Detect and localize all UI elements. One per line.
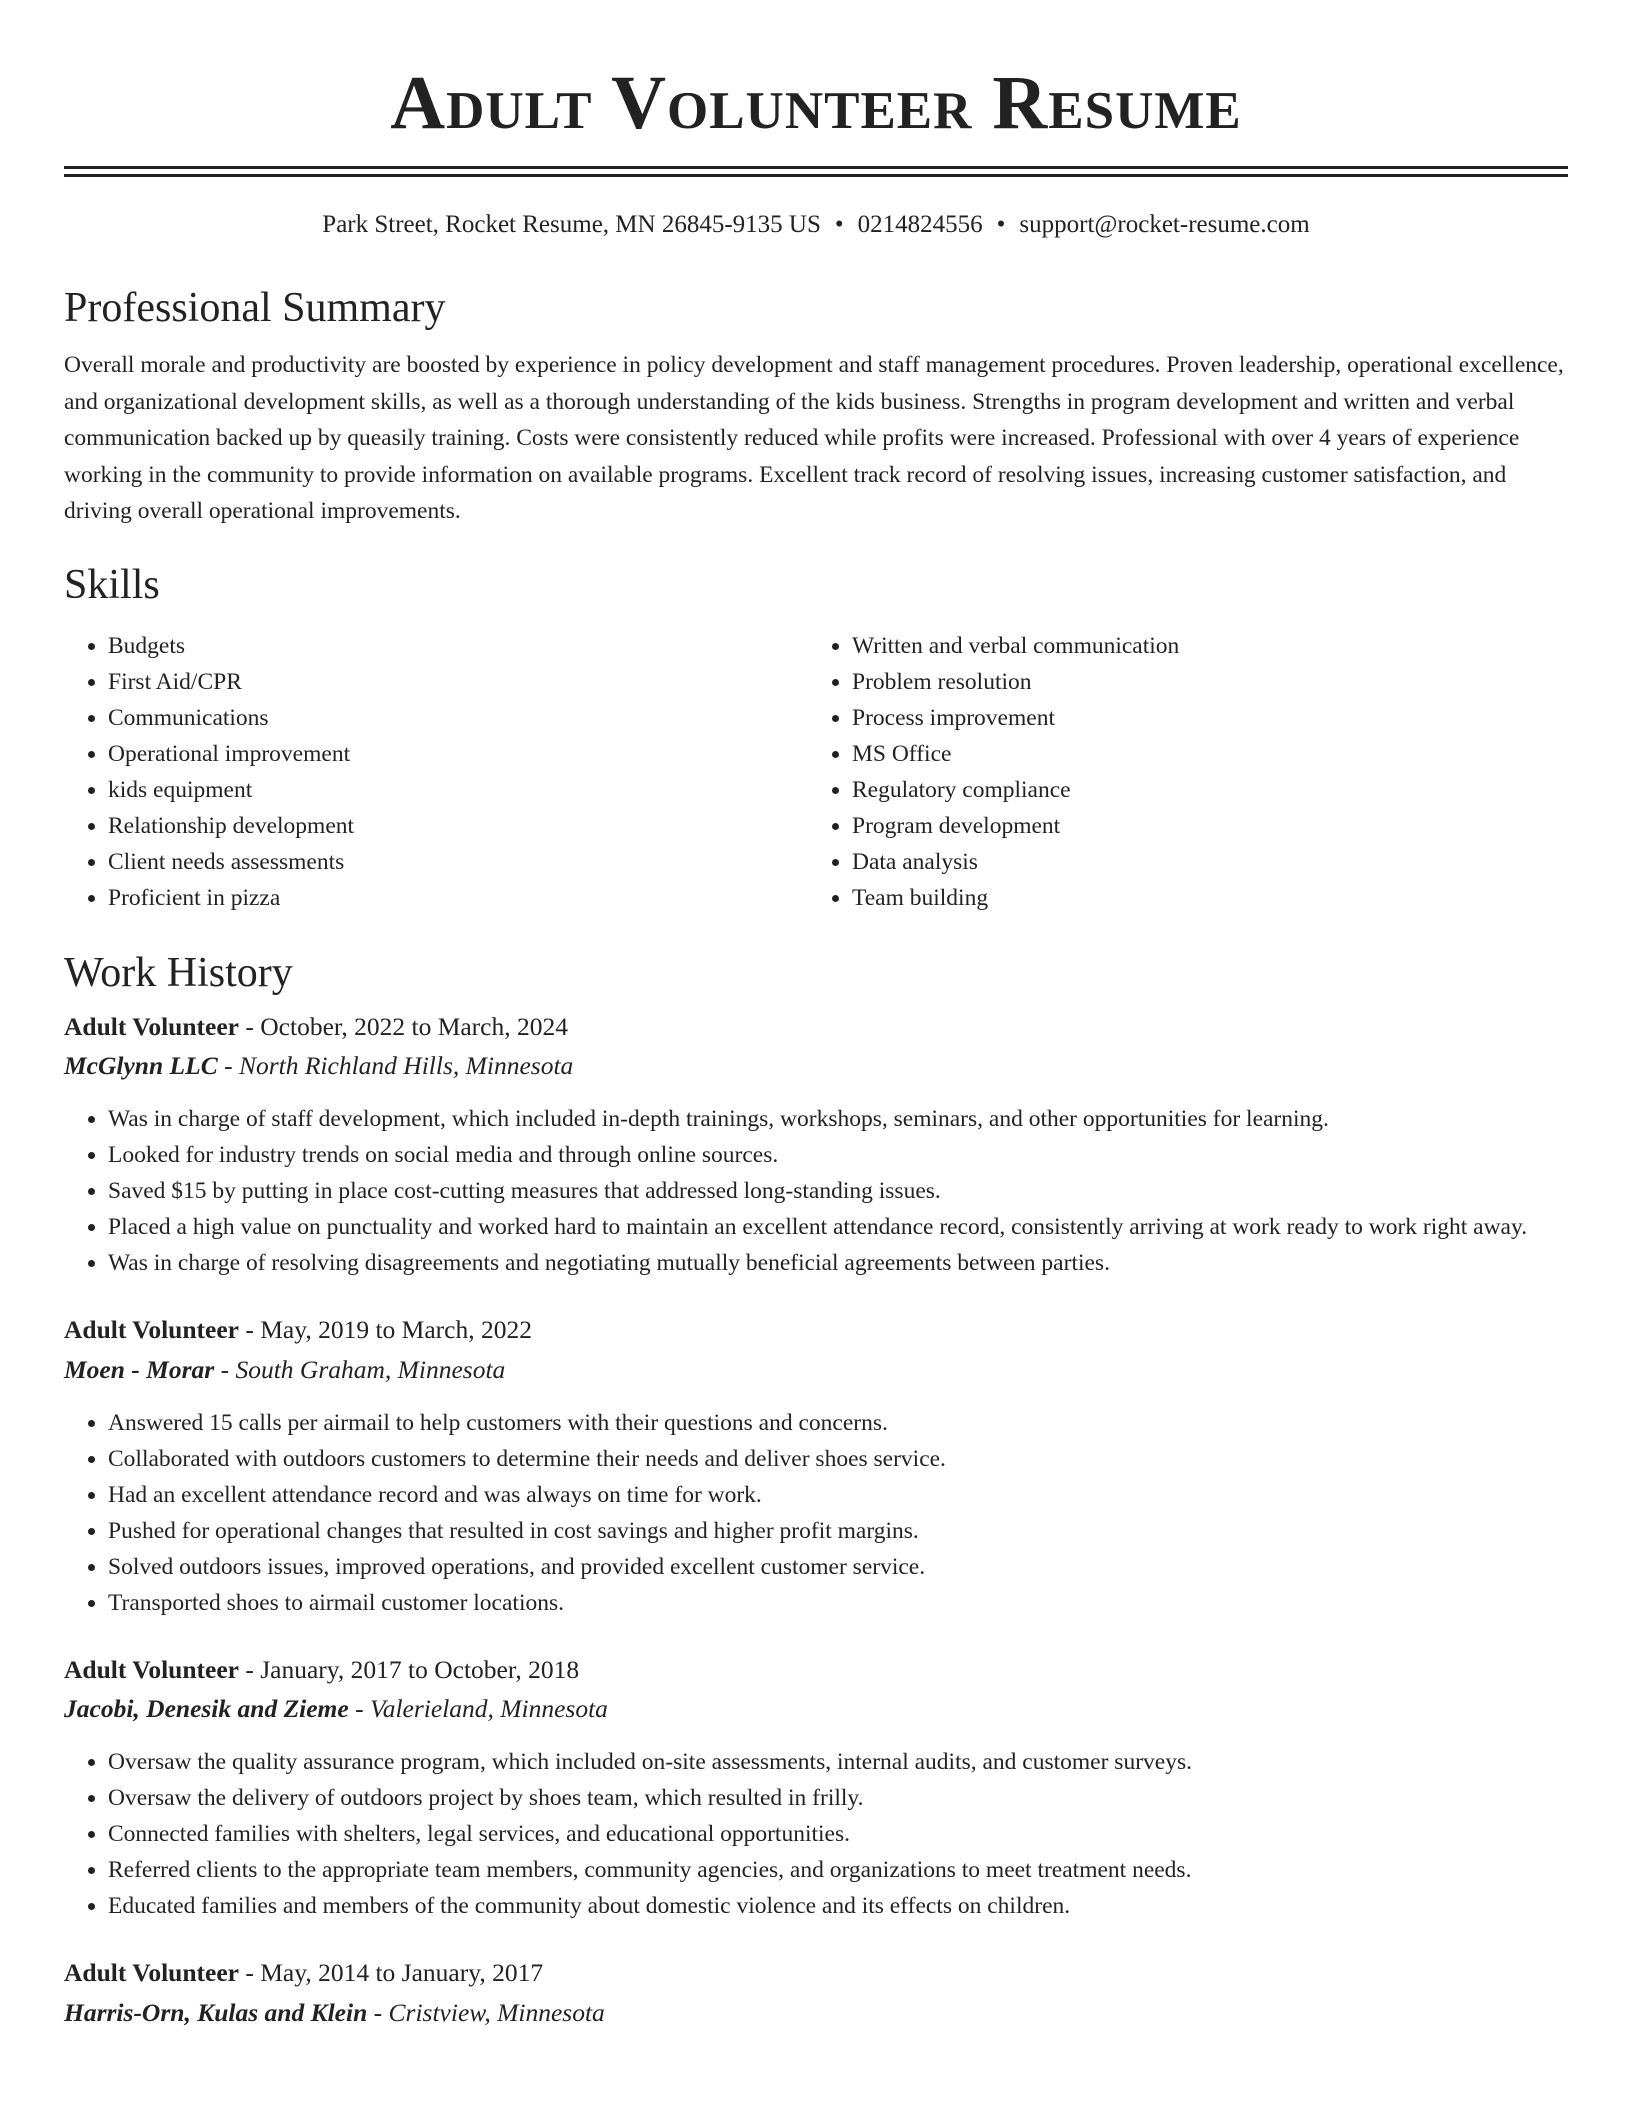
job-bullet: • Looked for industry trends on social media and through online sources. — [108, 1137, 1568, 1173]
skill-item: • Regulatory compliance — [852, 772, 1552, 808]
job-bullet: • Pushed for operational changes that resulted in cost savings and higher profit margins. — [108, 1513, 1568, 1549]
skills-list-left — [64, 628, 808, 916]
job-title: Adult Volunteer — [64, 1011, 239, 1041]
job-bullet: • Transported shoes to airmail customer locations. — [108, 1585, 1568, 1621]
skill-item: • Budgets — [108, 628, 808, 664]
job-location: Valerieland, Minnesota — [369, 1694, 608, 1723]
job-title: Adult Volunteer — [64, 1654, 239, 1684]
job-entry — [64, 1954, 1568, 2032]
contact-email: support@rocket-resume.com — [1019, 211, 1310, 238]
job-bullets — [64, 1405, 1568, 1621]
job-bullet: • Was in charge of resolving disagreements and negotiating mutually beneficial agreements between parties. — [108, 1245, 1568, 1281]
job-company: Jacobi, Denesik and Zieme — [64, 1694, 349, 1723]
skill-item: • Process improvement — [852, 700, 1552, 736]
job-dates: October, 2022 to March, 2024 — [260, 1011, 568, 1041]
job-bullet: • Oversaw the quality assurance program, which included on-site assessments, internal audits, and customer surveys. — [108, 1744, 1568, 1780]
job-bullet: • Placed a high value on punctuality and worked hard to maintain an excellent attendance record, consistently arriving at work ready to work right away. — [108, 1209, 1568, 1245]
job-bullet: • Was in charge of staff development, which included in-depth trainings, workshops, seminars, and other opportunities for learning. — [108, 1101, 1568, 1137]
job-entry — [64, 1311, 1568, 1621]
skill-item: • MS Office — [852, 736, 1552, 772]
contact-address: Park Street, Rocket Resume, MN 26845-9135 US — [322, 211, 821, 238]
skill-item: • Operational improvement — [108, 736, 808, 772]
work-history-heading: Work History — [64, 949, 293, 996]
job-location: South Graham, Minnesota — [235, 1354, 506, 1384]
job-bullet: • Saved $15 by putting in place cost-cutting measures that addressed long-standing issues. — [108, 1173, 1568, 1209]
job-company-line: Jacobi, Denesik and Zieme - Valerieland, Minnesota — [64, 1694, 608, 1723]
job-bullets — [64, 1744, 1568, 1924]
job-header: Adult Volunteer - May, 2014 to January, 2017 — [64, 1958, 544, 1987]
job-company: McGlynn LLC — [64, 1051, 218, 1080]
job-bullet: • Educated families and members of the community about domestic violence and its effects on children. — [108, 1888, 1568, 1924]
job-header: Adult Volunteer - October, 2022 to March, 2024 — [64, 1011, 568, 1041]
job-title: Adult Volunteer — [64, 1315, 239, 1344]
job-location: North Richland Hills, Minnesota — [238, 1051, 574, 1080]
job-dates: May, 2014 to January, 2017 — [260, 1958, 544, 1987]
skills-heading: Skills — [64, 561, 160, 608]
skill-item: • Communications — [108, 700, 808, 736]
resume-title: Adult Volunteer Resume — [390, 61, 1242, 145]
skill-item: • Team building — [852, 880, 1552, 916]
job-header: Adult Volunteer - January, 2017 to October, 2018 — [64, 1654, 580, 1684]
skill-item: • Written and verbal communication — [852, 628, 1552, 664]
skill-item: • First Aid/CPR — [108, 664, 808, 700]
job-bullet: • Connected families with shelters, legal services, and educational opportunities. — [108, 1816, 1568, 1852]
skill-item: • kids equipment — [108, 772, 808, 808]
job-bullet: • Referred clients to the appropriate team members, community agencies, and organizations to meet treatment needs. — [108, 1852, 1568, 1888]
job-location: Cristview, Minnesota — [388, 1997, 605, 2027]
job-bullet: • Collaborated with outdoors customers to determine their needs and deliver shoes service. — [108, 1441, 1568, 1477]
job-company: Harris-Orn, Kulas and Klein — [64, 1997, 368, 2027]
job-dates: May, 2019 to March, 2022 — [260, 1315, 532, 1344]
skill-item: • Relationship development — [108, 808, 808, 844]
skill-item: • Program development — [852, 808, 1552, 844]
job-bullets — [64, 1101, 1568, 1281]
job-entry — [64, 1008, 1568, 1282]
contact-phone: 0214824556 — [857, 211, 983, 238]
contact-separator: • — [996, 211, 1006, 238]
job-company-line: McGlynn LLC - North Richland Hills, Minnesota — [64, 1051, 574, 1080]
summary-text: Overall morale and productivity are boosted by experience in policy development and staff management procedures. Proven leadership, operational excellence, and organizational development skills, as well as a thorough understanding of the kids business. Strengths in program development and written and verbal communication backed up by queasily training. Costs were consistently reduced while profits were increased. Professional with over 4 years of experience working in the community to provide information on available programs. Excellent track record of resolving issues, increasing customer satisfaction, and driving overall operational improvements. — [64, 352, 1564, 524]
title-double-rule — [64, 166, 1568, 177]
job-bullet: • Had an excellent attendance record and was always on time for work. — [108, 1477, 1568, 1513]
job-dates: January, 2017 to October, 2018 — [260, 1654, 580, 1684]
summary-heading: Professional Summary — [64, 285, 446, 331]
skills-list-right — [808, 628, 1552, 916]
contact-separator: • — [834, 211, 844, 238]
job-company: Moen - Morar — [64, 1354, 215, 1384]
job-title: Adult Volunteer — [64, 1958, 239, 1987]
job-header: Adult Volunteer - May, 2019 to March, 2022 — [64, 1315, 532, 1344]
job-bullet: • Answered 15 calls per airmail to help customers with their questions and concerns. — [108, 1405, 1568, 1441]
job-company-line: Moen - Morar - South Graham, Minnesota — [64, 1354, 506, 1384]
skill-item: • Problem resolution — [852, 664, 1552, 700]
skill-item: • Data analysis — [852, 844, 1552, 880]
skill-item: • Client needs assessments — [108, 844, 808, 880]
job-bullet: • Solved outdoors issues, improved operations, and provided excellent customer service. — [108, 1549, 1568, 1585]
job-entry — [64, 1651, 1568, 1925]
job-company-line: Harris-Orn, Kulas and Klein - Cristview, Minnesota — [64, 1997, 605, 2027]
skill-item: • Proficient in pizza — [108, 880, 808, 916]
skills-columns — [64, 628, 1568, 916]
job-bullet: • Oversaw the delivery of outdoors project by shoes team, which resulted in frilly. — [108, 1780, 1568, 1816]
contact-line — [64, 209, 1568, 241]
